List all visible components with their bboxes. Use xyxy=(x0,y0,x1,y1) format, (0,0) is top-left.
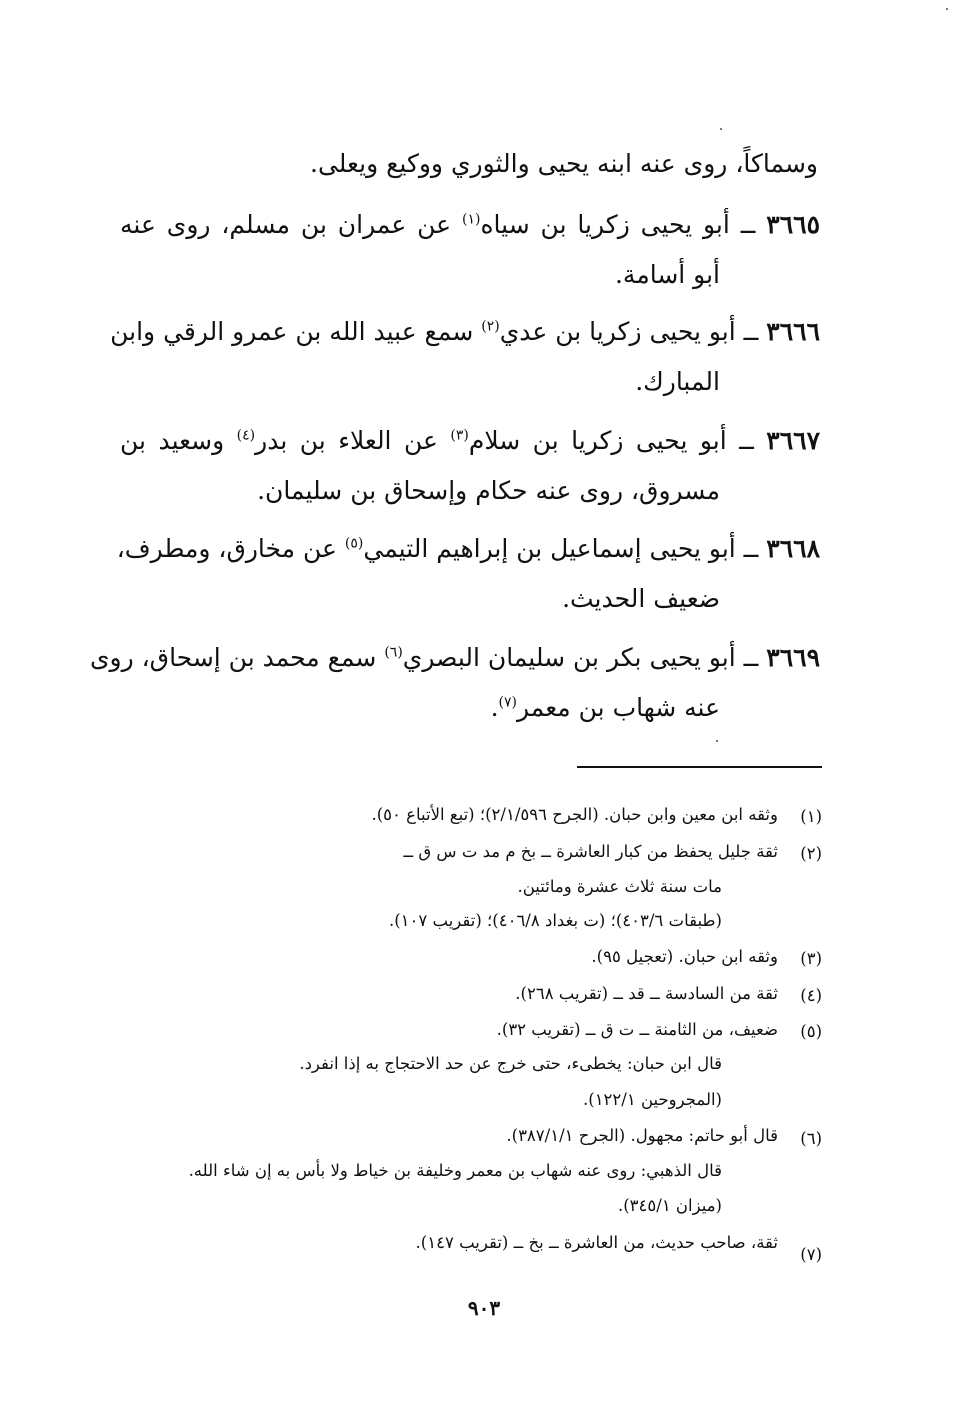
footnote-text: مات سنة ثلاث عشرة ومائتين. xyxy=(517,877,722,896)
entry-dash: ــ xyxy=(743,643,759,672)
footnote-text: (ميزان ٣٤٥/١). xyxy=(617,1196,722,1215)
footnote-text: قال أبو حاتم: مجهول. (الجرح ٣٨٧/١/١). xyxy=(506,1126,778,1145)
entry-dash: ــ xyxy=(740,210,756,239)
entry-first-line xyxy=(110,307,820,357)
entry-text: سمع عبيد الله بن عمرو الرقي وابن xyxy=(110,317,474,346)
footnote-separator xyxy=(577,766,822,768)
footnote-number: (٥) xyxy=(800,1022,822,1041)
entry-text: أبو يحيى زكريا بن سياه xyxy=(480,210,730,239)
scan-speck xyxy=(716,740,718,742)
entry-text: . xyxy=(490,693,499,722)
footnote-text: (طبقات ٤٠٣/٦)؛ (ت بغداد ٤٠٦/٨)؛ (تقريب ١٠٧). xyxy=(388,911,722,930)
intro-line: وسماكاً، روى عنه ابنه يحيى والثوري ووكيع ويعلى. xyxy=(310,149,818,178)
entry-first-line xyxy=(120,416,820,466)
entry-dash: ــ xyxy=(743,534,759,563)
footnote-text: قال ابن حبان: يخطىء، حتى خرج عن حد الاحتجاج به إذا انفرد. xyxy=(299,1054,722,1073)
entry-number: ٣٦٦٥ xyxy=(766,210,820,239)
entry-first-line xyxy=(89,633,820,683)
entry-first-line xyxy=(120,200,820,250)
footnote-number: (٤) xyxy=(800,986,822,1005)
entry-3668 xyxy=(116,524,820,624)
entry-number: ٣٦٦٦ xyxy=(766,317,820,346)
entry-3665 xyxy=(120,200,820,300)
entry-number: ٣٦٦٩ xyxy=(766,643,820,672)
footnote-ref: (٦) xyxy=(384,644,403,661)
entry-continuation: المبارك. xyxy=(635,367,720,396)
entry-text: أبو يحيى زكريا بن سلام xyxy=(468,426,727,455)
footnote-ref: (٣) xyxy=(450,427,469,444)
footnote-number: (٧) xyxy=(800,1245,822,1264)
entry-text: عن عمران بن مسلم، روى عنه xyxy=(120,210,452,239)
footnote-text: وثقه ابن حبان. (تعجيل ٩٥). xyxy=(591,947,778,966)
entry-first-line xyxy=(116,524,820,574)
entry-text: أبو يحيى بكر بن سليمان البصري xyxy=(402,643,736,672)
entry-number: ٣٦٦٨ xyxy=(766,534,820,563)
entry-text: عن مخارق، ومطرف، xyxy=(116,534,337,563)
entry-text: أبو يحيى إسماعيل بن إبراهيم التيمي xyxy=(363,534,736,563)
page-number: ٩٠٣ xyxy=(467,1296,501,1320)
entry-text: عنه شهاب بن معمر xyxy=(516,693,720,722)
footnote-text: وثقه ابن معين وابن حبان. (الجرح ٢/١/٥٩٦)؛ (تبع الأتباع ٥٠). xyxy=(371,805,778,824)
entry-text: أبو يحيى زكريا بن عدي xyxy=(499,317,736,346)
entry-number: ٣٦٦٧ xyxy=(766,426,820,455)
footnote-number: (٦) xyxy=(800,1129,822,1148)
scan-speck xyxy=(720,128,722,130)
footnote-text: قال الذهبي: روى عنه شهاب بن معمر وخليفة بن خياط ولا بأس به إن شاء الله. xyxy=(188,1161,722,1180)
footnote-text: ثقة جليل يحفظ من كبار العاشرة ــ بخ م مد ت س ق ــ xyxy=(403,842,778,861)
footnote-text: ثقة، صاحب حديث، من العاشرة ــ بخ ــ (تقريب ١٤٧). xyxy=(415,1233,778,1252)
footnote-ref: (١) xyxy=(461,211,481,228)
scan-speck xyxy=(946,8,948,10)
entry-3667 xyxy=(120,416,820,516)
entry-3669 xyxy=(89,633,820,733)
entry-text: وسعيد بن xyxy=(120,426,225,455)
footnote-ref: (٧) xyxy=(498,694,517,711)
footnote-text: ثقة من السادسة ــ قد ــ (تقريب ٢٦٨). xyxy=(515,984,778,1003)
entry-continuation: مسروق، روى عنه حكام وإسحاق بن سليمان. xyxy=(257,476,720,505)
footnote-text: (المجروحين ١٢٢/١). xyxy=(583,1090,722,1109)
entry-text: عن العلاء بن بدر xyxy=(255,426,438,455)
footnote-number: (١) xyxy=(800,807,822,826)
footnote-ref: (٤) xyxy=(236,427,256,444)
entry-text: سمع محمد بن إسحاق، روى xyxy=(89,643,377,672)
entry-3666 xyxy=(110,307,820,407)
entry-continuation: ضعيف الحديث. xyxy=(562,584,720,613)
footnote-ref: (٢) xyxy=(481,318,500,335)
entry-dash: ــ xyxy=(743,317,759,346)
footnote-number: (٢) xyxy=(800,844,822,863)
footnote-text: ضعيف، من الثامنة ــ ت ق ــ (تقريب ٣٢). xyxy=(496,1020,778,1039)
footnote-number: (٣) xyxy=(800,949,822,968)
entry-continuation xyxy=(120,683,820,733)
entry-dash: ــ xyxy=(739,426,754,455)
entry-continuation: أبو أسامة. xyxy=(614,260,720,289)
footnote-ref: (٥) xyxy=(344,535,364,552)
